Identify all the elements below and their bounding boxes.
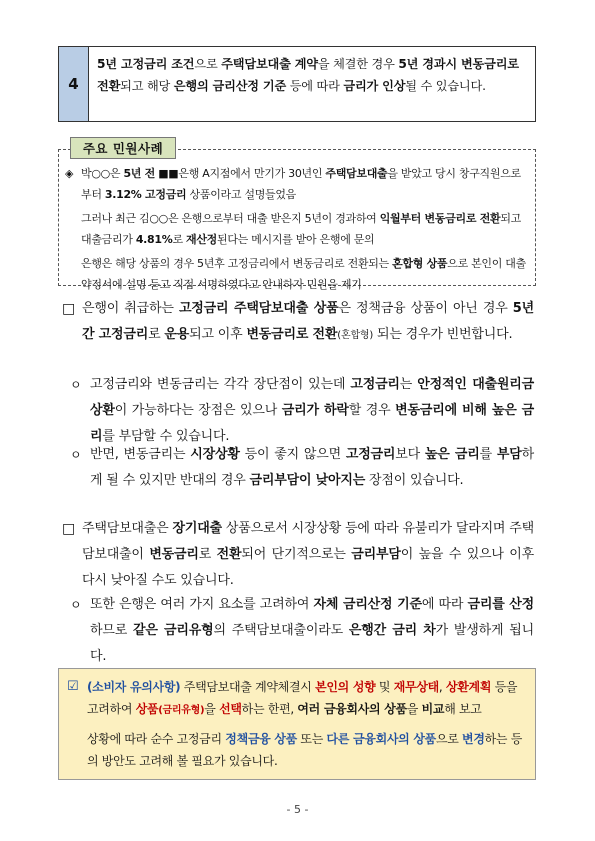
checkbox-icon: ☑ [67, 679, 79, 694]
text-span: 3.12% 고정금리 [104, 187, 187, 201]
square-bullet-icon: □ [62, 521, 76, 537]
text-span: 은행은 해당 상품의 경우 5년후 고정금리에서 변동금리로 전환되는 [81, 257, 393, 270]
text-span: 금리가 하락 [281, 403, 349, 418]
text-span: 그러나 최근 김○○은 은행으로부터 대출 받은지 5년이 경과하여 [81, 212, 380, 225]
text-span: 는 [399, 377, 418, 392]
text-span: 5년 전 [123, 167, 155, 180]
text-span: 등이 좋지 않으면 [239, 447, 346, 462]
text-span: (금리유형) [158, 705, 205, 716]
text-span: 4.81% [135, 232, 173, 246]
text-span: 변동금리로 전환 [246, 327, 338, 342]
text-span: 재무상태 [393, 680, 439, 694]
text-span: 으로 [194, 57, 222, 71]
text-span: 본인의 성향 [315, 680, 376, 694]
text-span: 보다 [395, 447, 425, 462]
text-span: 으로 [435, 732, 463, 746]
text-span: 변동금리 [149, 547, 199, 562]
section-4-box [58, 46, 536, 122]
text-span: 반면, 변동금리는 [90, 447, 191, 462]
case-paragraph [65, 209, 527, 250]
notice-paragraph [67, 728, 527, 772]
text-span: 같은 금리유형 [133, 623, 214, 638]
text-span: 주택담보대출 [325, 167, 388, 180]
text-span: 5년간 고정금리 [82, 301, 535, 342]
text-span: ■■은행 A지점에서 만기가 30년인 [155, 167, 326, 180]
text-span: 의 주택담보대출이라도 [213, 623, 349, 638]
text-span: 혼합형 상품 [392, 257, 448, 270]
text-span: 되고 대출금리가 [81, 212, 522, 246]
text-span: 이 가능하다는 장점은 있으나 [114, 403, 282, 418]
text-span: 에 따라 [421, 597, 468, 612]
section-number: 4 [59, 47, 89, 121]
text-span: 비교 [421, 702, 445, 716]
case-paragraph [65, 164, 527, 205]
text-span: 재산정 [186, 232, 218, 246]
text-span: (소비자 유의사항) [87, 680, 181, 694]
text-span: 고정금리 [350, 377, 400, 392]
text-span: 을 체결한 경우 [317, 57, 399, 71]
text-span: 운용 [164, 327, 190, 342]
body-paragraph [62, 372, 534, 450]
circle-bullet-icon: ㅇ [70, 378, 82, 392]
body-paragraph [62, 442, 534, 494]
text-span: 상환계획 [445, 680, 492, 694]
text-span: 금리가 인상 [343, 79, 406, 93]
text-span: 될 수 있습니다. [405, 79, 486, 93]
text-span: 하게 될 수 있지만 반대의 경우 [90, 447, 534, 488]
text-span: 을 [406, 702, 422, 716]
text-span: (혼합형) [337, 330, 374, 341]
text-span: 주택담보대출 계약체결시 [180, 680, 316, 694]
page-number: - 5 - [286, 803, 309, 816]
text-span: 은행이 취급하는 [82, 301, 179, 316]
text-span: 로 [198, 547, 217, 562]
text-span: 정책금융 상품 [225, 732, 297, 746]
text-span: 상품으로서 시장상황 등에 따라 유불리가 달라지며 주택담보대출이 [82, 521, 534, 562]
case-box [58, 149, 536, 291]
text-span: 로 [148, 327, 165, 342]
body-paragraph [62, 516, 534, 594]
text-span: 로 [172, 232, 187, 246]
text-span: 은행의 금리산정 기준 [173, 79, 287, 93]
text-span: 부담 [496, 447, 522, 462]
text-span: 5년 경과시 변동금리로 전환 [97, 57, 519, 93]
text-span: 은 정책금융 상품이 아닌 경우 [338, 301, 513, 316]
text-span: 전환 [216, 547, 242, 562]
text-span: 장점이 있습니다. [365, 473, 464, 488]
text-span: 이 높을 수 있으나 이후 다시 낮아질 수도 있습니다. [82, 547, 534, 588]
text-span: 박○○은 [81, 167, 124, 180]
case-paragraph [65, 254, 527, 295]
square-bullet-icon: □ [62, 301, 76, 317]
case-label: 주요 민원사례 [70, 137, 176, 159]
text-span: 은행간 금리 차 [348, 623, 436, 638]
text-span: 등을 고려하여 [87, 680, 518, 716]
text-span: 고정금리 [345, 447, 396, 462]
diamond-bullet-icon: ◈ [65, 167, 74, 180]
text-span: 또한 은행은 여러 가지 요소를 고려하여 [90, 597, 314, 612]
text-span: 등에 따라 [286, 79, 344, 93]
text-span: 자체 금리산정 기준 [313, 597, 422, 612]
text-span: 가 발생하게 됩니다. [90, 623, 534, 664]
text-span: 금리부담 [351, 547, 401, 562]
text-span: 금리를 산정 [467, 597, 534, 612]
text-span: 주택담보대출 계약 [221, 57, 318, 71]
text-span: 및 [375, 680, 394, 694]
text-span: 시장상황 [190, 447, 240, 462]
notice-paragraph [67, 676, 527, 722]
text-span: 익월부터 변동금리로 전환 [379, 212, 501, 225]
text-span: 다른 금융회사의 상품 [326, 732, 436, 746]
text-span: 하는 한편, [241, 702, 298, 716]
text-span: 주택담보대출은 [82, 521, 173, 536]
text-span: , [438, 680, 446, 694]
text-span: 장기대출 [172, 521, 222, 536]
text-span: 변동금리에 비해 높은 금리 [90, 403, 534, 444]
text-span: 되는 경우가 빈번합니다. [373, 327, 513, 342]
text-span: 을 받았고 당시 창구직원으로부터 [81, 167, 521, 201]
text-span: 또는 [296, 732, 327, 746]
text-span: 해 보고 [444, 702, 482, 716]
text-span: 되어 단기적으로는 [241, 547, 352, 562]
text-span: 고정금리 주택담보대출 상품 [178, 301, 339, 316]
text-span: 높은 금리 [424, 447, 480, 462]
text-span: 여러 금융회사의 상품 [297, 702, 407, 716]
body-paragraph [62, 592, 534, 670]
text-span: 하므로 [90, 623, 133, 638]
circle-bullet-icon: ㅇ [70, 448, 82, 462]
text-span: 되고 이후 [189, 327, 247, 342]
consumer-notice-box [58, 668, 536, 780]
body-paragraph [62, 296, 534, 349]
text-span: 를 [479, 447, 497, 462]
text-span: 변경 [462, 732, 485, 746]
text-span: 상품 [135, 702, 159, 716]
text-span: 하는 등의 방안도 고려해 볼 필요가 있습니다. [87, 732, 523, 768]
text-span: 할 경우 [348, 403, 396, 418]
text-span: 고정금리와 변동금리는 각각 장단점이 있는데 [90, 377, 351, 392]
text-span: 으로 본인이 대출약정서에 설명 듣고 직접 서명하였다고 안내하자 민원을 제기 [81, 257, 526, 291]
text-span: 상황에 따라 순수 고정금리 [87, 732, 226, 746]
text-span: 상품이라고 설명들었음 [186, 187, 297, 201]
text-span: 되고 해당 [120, 79, 174, 93]
text-span: 금리부담이 낮아지는 [249, 473, 366, 488]
section-text [89, 47, 535, 121]
text-span: 을 [204, 702, 220, 716]
text-span: 안정적인 대출원리금 상환 [90, 377, 534, 418]
text-span: 선택 [219, 702, 242, 716]
text-span: 된다는 메시지를 받아 은행에 문의 [217, 232, 375, 246]
text-span: 5년 고정금리 조건 [97, 57, 195, 71]
text-span: 를 부담할 수 있습니다. [102, 429, 230, 444]
circle-bullet-icon: ㅇ [70, 598, 82, 612]
